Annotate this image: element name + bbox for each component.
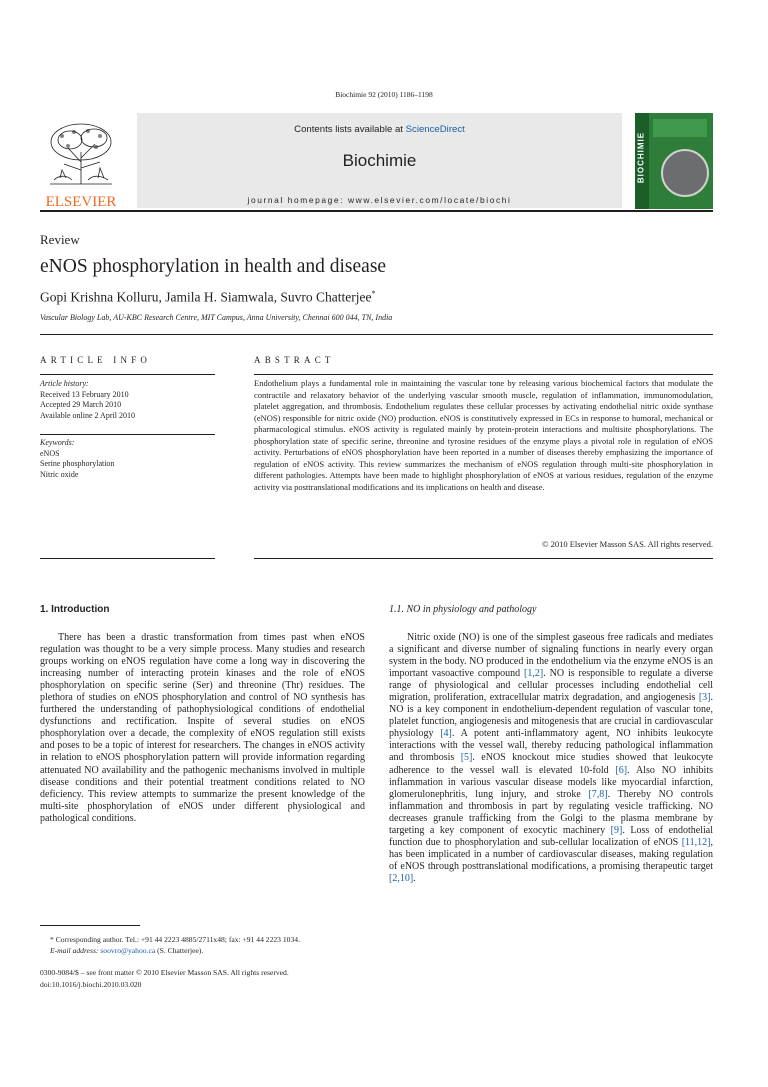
keyword: Serine phosphorylation [40,459,115,468]
doi: doi:10.1016/j.biochi.2010.03.020 [40,980,142,989]
article-title: eNOS phosphorylation in health and disease [40,256,387,277]
elsevier-logo [40,118,122,210]
copyright: © 2010 Elsevier Masson SAS. All rights reserved. [541,539,713,549]
intro-heading: 1. Introduction [40,604,110,615]
abstract-heading: ABSTRACT [254,355,335,365]
elsevier-wordmark: ELSEVIER [45,194,117,210]
affiliation: Vascular Biology Lab, AU-KBC Research Centre, MIT Campus, Anna University, Chennai 600 044, TN, India [40,313,393,322]
abstract-text: Endothelium plays a fundamental role in maintaining the vascular tone by releasing various biochemical factors that modulate the contractile and relaxatory behavior of the underlying vascular smooth muscle, regulation of inflammation, immunomodulation, platelet aggregation, and thrombosis. Endothelium regulates these cellular processes by activating endothelial nitric oxide synthase (eNOS) responsible for nitric oxide (NO) production. eNOS is constitutively expressed in ECs in response to humoral, mechanical or pharmacological stimulus. eNOS activity is regulated mainly by protein-protein interactions and multisite phosphorylations. The phosphorylation state of specific serine, threonine and tyrosine residues of the enzyme plays a pivotal role in regulation of eNOS activity. Perturbations of eNOS phosphorylation have been reported in a number of diseases thereby emphasizing the importance of regulation of eNOS activity. This review summarizes the mechanism of eNOS regulation through multi-site phosphorylation in different pathologies. Attempts have been made to highlight phosphorylation of eNOS at various residues, regulation of the enzyme activity via posttranslational modifications and its implications on health and disease. [254,378,713,492]
paragraph-text: . Also NO inhibits inflammation in various vascular disease models like myocardial infarction, glomerulonephritis, lung injury, and stroke [389,764,714,800]
history-accepted: Accepted 29 March 2010 [40,400,122,409]
divider [40,558,215,559]
intro-paragraph: There has been a drastic transformation from times past when eNOS regulation was thought to be a very simple process. Many studies and research groups working on eNOS regulation have come a long way in discovering the increasing number of interacting protein kinases and the role of eNOS phosphorylation on specific serine (Ser) and threonine (Thr) residues. The plethora of studies on eNOS phosphorylation and control of NO synthesis has furthered the understanding of pathophysiological conditions of endothelial dysfunctions and rectification. Inspite of several studies on eNOS phosphorylation over a decade, the complexity of eNOS regulation still exists and poses to be a topic of interest for researchers. The changes in eNOS activity in relation to eNOS phosphorylation pattern will provide information regarding attenuated NO availability and the pathogenic mechanisms involved in multiple disease conditions and their potential treatment conditions related to NO deficiency. This review attempts to summarize the present knowledge of the multi-site phosphorylation of eNOS under different physiological and pathological conditions. [40,632,365,824]
front-matter: 0300-9084/$ – see front matter © 2010 Elsevier Masson SAS. All rights reserved. [40,968,289,977]
elsevier-tree-icon [40,118,122,210]
footnote: * Corresponding author. Tel.: +91 44 2223 4885/2711x48; fax: +91 44 2223 1034. E-mail address: soovro@yahoo.ca (S. Chatterjee). [50,935,300,955]
issn-doi [40,967,289,991]
citation-link[interactable]: [1,2] [524,668,544,680]
paragraph-text: , has been implicated in a number of cardiovascular diseases, making regulation of eNOS through posttranslational modifications, a promising therapeutic target [389,836,713,872]
history-online: Available online 2 April 2010 [40,410,135,420]
keyword: Nitric oxide [40,469,79,479]
paragraph-text: Nitric oxide (NO) is one of the simplest gaseous free radicals and mediates a significant and diverse number of signaling functions in nearly every organ system in the body. NO produced in the endothelium via the enzyme eNOS is an important vasoactive compound [389,632,713,680]
keyword: eNOS [40,448,60,458]
divider [40,374,215,375]
divider [254,374,713,375]
paragraph-text: . NO is a key component in endothelium-dependent regulation of vascular tone, platelet function, angiogenesis and mitogenesis that are crucial in cardiovascular physiology [389,692,713,740]
citation-link[interactable]: [9] [610,824,623,836]
sciencedirect-link[interactable]: ScienceDirect [405,124,465,135]
paragraph-text: . NO is responsible to regulate a diverse range of physiological and cellular processes including endothelial cell migration, proliferation, extracellular matrix degradation, and angiogenesis [389,668,713,704]
cover-orb-icon [661,149,709,197]
section-label: Review [40,232,80,247]
cover-spine-text: BIOCHIMIE [636,131,646,184]
paragraph-text: . A potent anti-inflammatory agent, NO inhibits leukocyte interactions with the vessel wall, thereby reducing pathological inflammation and thrombosis [389,728,713,764]
citation-link[interactable]: [6] [615,764,628,776]
author-list: Gopi Krishna Kolluru, Jamila H. Siamwala, Suvro Chatterjee* [40,289,376,305]
citation-link[interactable]: [2,10] [389,872,414,884]
citation-link[interactable]: [11,12] [681,836,711,848]
citation-link[interactable]: [5] [460,752,473,764]
article-info-heading: ARTICLE INFO [40,355,152,365]
banner-rule [40,210,713,212]
email-link[interactable]: soovro@yahoo.ca [100,946,156,955]
subsection-paragraph [389,632,713,885]
subsection-heading: 1.1. NO in physiology and pathology [389,604,537,615]
divider [40,434,215,435]
paragraph-text: . Thereby NO controls inflammation and thrombosis in part by regulating vesicle trafficking. NO decreases granule trafficking from the Golgi to the plasma membrane by targeting a key component of exocytic machinery [389,788,713,836]
journal-title: Biochimie [342,151,417,170]
footnote-rule [40,925,140,926]
divider [254,558,713,559]
journal-cover [635,113,713,209]
paragraph-text: . Loss of endothelial function due to phosphorylation and sub-cellular localization of eNOS [389,824,714,848]
article-history: Article history: Received 13 February 2010 Accepted 29 March 2010 Available online 2 April 2010 [40,379,135,420]
paragraph-text: . eNOS knockout mice studies showed that leukocyte adherence to the vessel wall is elevated 10-fold [389,752,713,776]
citation-link[interactable]: [4] [440,728,452,740]
running-header: Biochimie 92 (2010) 1186–1198 [335,90,433,99]
corresponding-mark: * [371,289,376,298]
paragraph-text: . [413,872,416,884]
citation-link[interactable]: [3] [698,692,711,704]
keywords: Keywords: eNOS Serine phosphorylation Nitric oxide [40,438,115,479]
divider [40,334,713,335]
history-received: Received 13 February 2010 [40,389,129,399]
citation-link[interactable]: [7,8] [588,788,608,800]
contents-line: Contents lists available at ScienceDirect [294,124,465,135]
journal-homepage[interactable]: journal homepage: www.elsevier.com/locate/biochi [247,195,512,205]
